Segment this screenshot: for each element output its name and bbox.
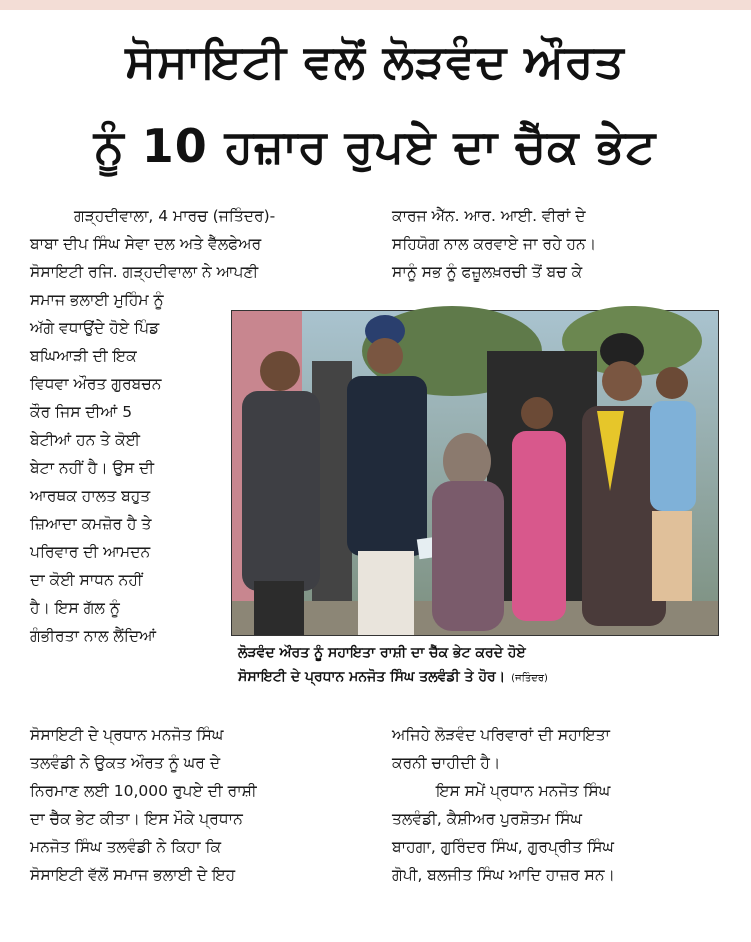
text-line: ਬਘਿਆੜੀ ਦੀ ਇਕ — [30, 347, 137, 365]
text-line: ਬਾਬਾ ਦੀਪ ਸਿੰਘ ਸੇਵਾ ਦਲ ਅਤੇ ਵੈੱਲਫੇਅਰ — [30, 235, 262, 253]
photo-illustration — [232, 311, 718, 635]
headline-line-2: ਨੂੰ 10 ਹਜ਼ਾਰ ਰੁਪਏ ਦਾ ਚੈੱਕ ਭੇਟ — [93, 119, 657, 173]
news-photo — [231, 310, 719, 636]
text-line: ਤਲਵੰਡੀ, ਕੈਸ਼ੀਅਰ ਪੁਰਸ਼ੋਤਮ ਸਿੰਘ — [392, 810, 582, 828]
headline-line-1: ਸੋਸਾਇਟੀ ਵਲੋਂ ਲੋੜਵੰਦ ਔਰਤ — [125, 34, 625, 88]
caption-line-1: ਲੋੜਵੰਦ ਔਰਤ ਨੂੰ ਸਹਾਇਤਾ ਰਾਸ਼ੀ ਦਾ ਚੈੱਕ ਭੇਟ ਕਰਦੇ ਹੋਏ — [238, 645, 526, 661]
photo-caption — [238, 641, 718, 691]
text-line: ਦਾ ਚੈੱਕ ਭੇਟ ਕੀਤਾ। ਇਸ ਮੌਕੇ ਪ੍ਰਧਾਨ — [30, 810, 243, 828]
text-line: ਗੰਭੀਰਤਾ ਨਾਲ ਲੈਂਦਿਆਂ — [30, 627, 157, 645]
text-line: ਦਾ ਕੋਈ ਸਾਧਨ ਨਹੀਂ — [30, 571, 143, 589]
text-line: ਸਮਾਜ ਭਲਾਈ ਮੁਹਿੰਮ ਨੂੰ — [30, 291, 164, 309]
left-column-bottom — [30, 721, 360, 889]
text-line: ਪਰਿਵਾਰ ਦੀ ਆਮਦਨ — [30, 543, 151, 561]
caption-line-2: ਸੋਸਾਇਟੀ ਦੇ ਪ੍ਰਧਾਨ ਮਨਜੋਤ ਸਿੰਘ ਤਲਵੰਡੀ ਤੇ ਹੋਰ। — [238, 669, 506, 685]
text-line: ਬੇਟੀਆਂ ਹਨ ਤੇ ਕੋਈ — [30, 431, 141, 449]
text-line: ਕਰਨੀ ਚਾਹੀਦੀ ਹੈ। — [392, 754, 501, 772]
text-line: ਹੈ। ਇਸ ਗੱਲ ਨੂੰ — [30, 599, 120, 617]
text-line: ਕਾਰਜ ਐੱਨ. ਆਰ. ਆਈ. ਵੀਰਾਂ ਦੇ — [392, 207, 586, 225]
text-line: ਮਨਜੋਤ ਸਿੰਘ ਤਲਵੰਡੀ ਨੇ ਕਿਹਾ ਕਿ — [30, 838, 222, 856]
text-line: ਤਲਵੰਡੀ ਨੇ ਉਕਤ ਔਰਤ ਨੂੰ ਘਰ ਦੇ — [30, 754, 221, 772]
top-strip — [0, 0, 751, 10]
text-line: ਸਹਿਯੋਗ ਨਾਲ ਕਰਵਾਏ ਜਾ ਰਹੇ ਹਨ। — [392, 235, 597, 253]
text-line: ਸੋਸਾਇਟੀ ਵੱਲੋਂ ਸਮਾਜ ਭਲਾਈ ਦੇ ਇਹ — [30, 866, 236, 884]
text-line: ਅਜਿਹੇ ਲੋੜਵੰਦ ਪਰਿਵਾਰਾਂ ਦੀ ਸਹਾਇਤਾ — [392, 726, 610, 744]
text-line: ਸੋਸਾਇਟੀ ਰਜਿ. ਗੜ੍ਹਦੀਵਾਲਾ ਨੇ ਆਪਣੀ — [30, 263, 259, 281]
text-line: ਸੋਸਾਇਟੀ ਦੇ ਪ੍ਰਧਾਨ ਮਨਜੋਤ ਸਿੰਘ — [30, 726, 224, 744]
photo-credit: (ਜਤਿੰਦਰ) — [511, 673, 548, 684]
text-line: ਕੌਰ ਜਿਸ ਦੀਆਂ 5 — [30, 403, 133, 421]
headline — [14, 16, 736, 186]
text-line: ਗੋਪੀ, ਬਲਜੀਤ ਸਿੰਘ ਆਦਿ ਹਾਜ਼ਰ ਸਨ। — [392, 866, 615, 884]
text-line: ਅੱਗੇ ਵਧਾਉਂਦੇ ਹੋਏ ਪਿੰਡ — [30, 319, 160, 337]
text-line: ਆਰਥਕ ਹਾਲਤ ਬਹੁਤ — [30, 487, 151, 505]
right-column-top — [392, 202, 722, 286]
text-line: ਨਿਰਮਾਣ ਲਈ 10,000 ਰੁਪਏ ਦੀ ਰਾਸ਼ੀ — [30, 782, 257, 800]
text-line: ਜ਼ਿਆਦਾ ਕਮਜ਼ੋਰ ਹੈ ਤੇ — [30, 515, 152, 533]
text-line: ਬੇਟਾ ਨਹੀਂ ਹੈ। ਉਸ ਦੀ — [30, 459, 155, 477]
text-line: ਸਾਨੂੰ ਸਭ ਨੂੰ ਫਜ਼ੂਲਖ਼ਰਚੀ ਤੋਂ ਬਚ ਕੇ — [392, 263, 583, 281]
text-line: ਬਾਹਗਾ, ਗੁਰਿੰਦਰ ਸਿੰਘ, ਗੁਰਪ੍ਰੀਤ ਸਿੰਘ — [392, 838, 614, 856]
left-column-top — [30, 202, 276, 650]
text-line: ਗੜ੍ਹਦੀਵਾਲਾ, 4 ਮਾਰਚ (ਜਤਿੰਦਰ)- — [74, 207, 276, 225]
text-line: ਇਸ ਸਮੇਂ ਪ੍ਰਧਾਨ ਮਨਜੋਤ ਸਿੰਘ — [436, 782, 611, 800]
right-column-bottom — [392, 721, 722, 889]
text-line: ਵਿਧਵਾ ਔਰਤ ਗੁਰਬਚਨ — [30, 375, 162, 393]
